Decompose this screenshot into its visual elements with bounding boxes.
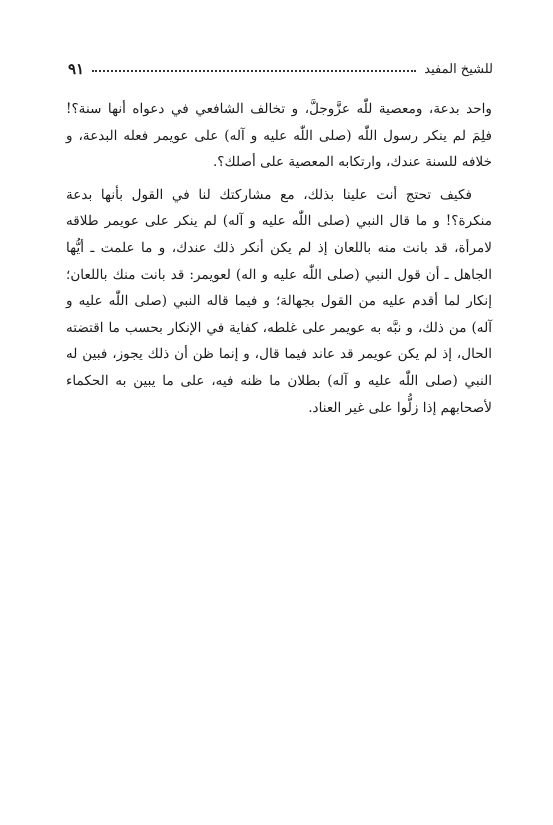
paragraph-1: واحد بدعة، ومعصية للّٰه عزَّوجلَّ، و تخالف الشافعي في دعواه أنها سنة؟! فلِمَ لم ينكر رسول اللّٰه (صلى اللّٰه عليه و آله) على عويمر فعله البدعة، و خلافه للسنة عندك، وارتكابه المعصية على أصلك؟. <box>66 101 492 171</box>
paragraph-2: فكيف تحتج أنت علينا بذلك، مع مشاركتك لنا في القول بأنها بدعة منكرة؟! و ما قال النبي (صلى اللّٰه عليه و آله) لم ينكر على عويمر طلاقه لامرأة، قد بانت منه باللعان إذ لم يكن أنكر ذلك عندك، و ما علمت ـ أيُّها الجاهل ـ أن قول النبي (صلى اللّٰه عليه و اله) لعويمر: قد بانت منك باللعان؛ إنكار لما أقدم عليه من القول بجهالة؛ و فيما قاله النبي (صلى اللّٰه عليه و آله) من ذلك، و نبَّه به عويمر على غلطه، كفاية في الإنكار بحسب ما اقتضته الحال، إذ لم يكن عويمر قد عاند فيما قال، و إنما ظن أن ذلك يجوز، فبين له النبي (صلى اللّٰه عليه و آله) بطلان ما ظنه فيه، على ما يبين به الحكماء لأصحابهم إذا زلُّوا على غير العناد. <box>66 186 492 416</box>
running-header <box>68 57 493 81</box>
body-text <box>66 96 492 421</box>
page-number: ٩١ <box>68 60 85 78</box>
header-title: للشيخ المفيد <box>424 61 493 77</box>
header-dotted-leader <box>92 70 416 72</box>
